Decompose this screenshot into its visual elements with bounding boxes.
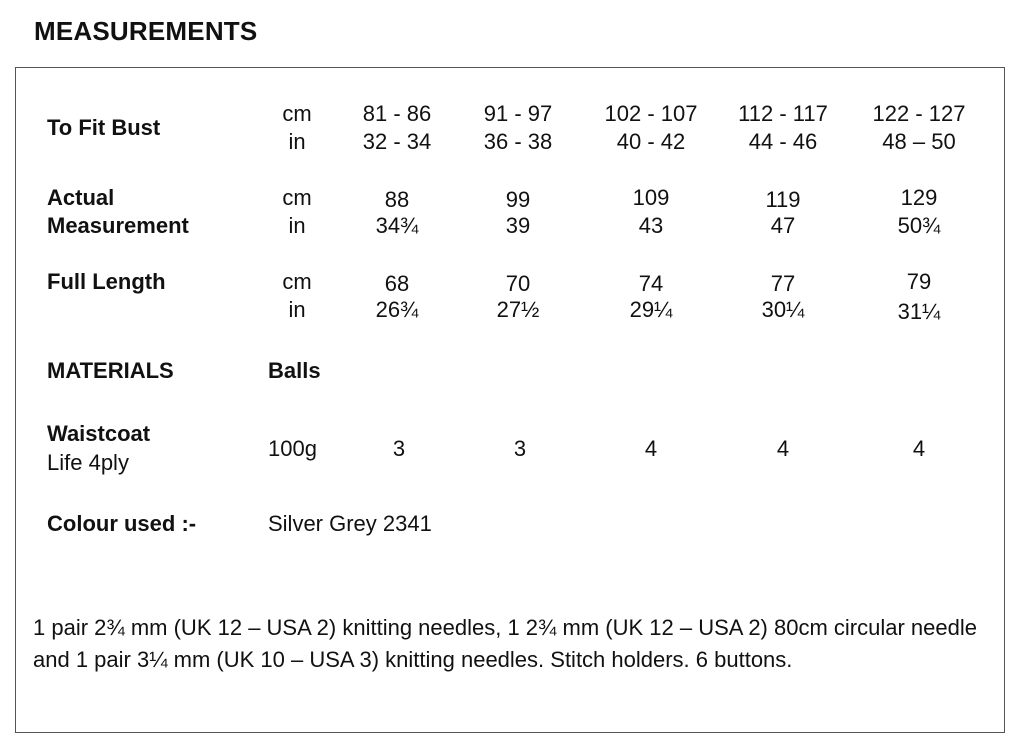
bust-label: To Fit Bust bbox=[47, 115, 161, 140]
yarn-name: Life 4ply bbox=[47, 450, 129, 475]
length-unit-cm: cm bbox=[282, 269, 312, 294]
actual-cm-size-2: 99 bbox=[505, 187, 531, 212]
bust-cm-size-1: 81 - 86 bbox=[362, 101, 432, 126]
actual-in-size-5: 50¾ bbox=[897, 213, 941, 238]
length-in-size-4: 30¼ bbox=[761, 297, 805, 322]
bust-cm-size-4: 112 - 117 bbox=[738, 101, 828, 126]
page-title: MEASUREMENTS bbox=[34, 16, 258, 46]
length-in-size-1: 26¾ bbox=[375, 297, 419, 322]
bust-in-size-1: 32 - 34 bbox=[362, 129, 432, 154]
ball-weight: 100g bbox=[268, 436, 317, 461]
colour-value: Silver Grey 2341 bbox=[268, 511, 432, 536]
bust-cm-size-5: 122 - 127 bbox=[872, 101, 966, 126]
balls-label: Balls bbox=[268, 358, 321, 383]
bust-cm-size-3: 102 - 107 bbox=[604, 101, 698, 126]
balls-size-1: 3 bbox=[392, 436, 406, 461]
colour-label: Colour used :- bbox=[47, 511, 197, 536]
materials-label: MATERIALS bbox=[47, 358, 174, 383]
needles-note: 1 pair 2¾ mm (UK 12 – USA 2) knitting needles, 1 2¾ mm (UK 12 – USA 2) 80cm circular needle and 1 pair 3¼ mm (UK 10 – USA 3) knitting needles. Stitch holders. 6 buttons. bbox=[33, 615, 977, 672]
bust-cm-size-2: 91 - 97 bbox=[483, 101, 553, 126]
length-cm-size-3: 74 bbox=[638, 271, 664, 296]
actual-cm-size-5: 129 bbox=[900, 185, 938, 210]
actual-label-line1: Actual bbox=[47, 185, 115, 210]
bust-in-size-2: 36 - 38 bbox=[483, 129, 553, 154]
actual-cm-size-1: 88 bbox=[384, 187, 410, 212]
balls-size-5: 4 bbox=[912, 436, 926, 461]
balls-size-4: 4 bbox=[776, 436, 790, 461]
bust-in-size-4: 44 - 46 bbox=[748, 129, 818, 154]
bust-unit-cm: cm bbox=[282, 101, 312, 126]
bust-unit-in: in bbox=[288, 129, 306, 154]
length-cm-size-2: 70 bbox=[505, 271, 531, 296]
length-unit-in: in bbox=[288, 297, 306, 322]
length-label: Full Length bbox=[47, 269, 166, 294]
actual-in-size-2: 39 bbox=[505, 213, 531, 238]
actual-unit-in: in bbox=[288, 213, 306, 238]
actual-unit-cm: cm bbox=[282, 185, 312, 210]
actual-cm-size-4: 119 bbox=[765, 187, 801, 212]
length-in-size-3: 29¼ bbox=[629, 297, 673, 322]
length-cm-size-5: 79 bbox=[906, 269, 932, 294]
actual-label-line2: Measurement bbox=[47, 213, 189, 238]
bust-in-size-5: 48 – 50 bbox=[882, 129, 956, 154]
bust-in-size-3: 40 - 42 bbox=[616, 129, 686, 154]
actual-in-size-1: 34¾ bbox=[375, 213, 419, 238]
length-in-size-5: 31¼ bbox=[897, 299, 941, 324]
actual-in-size-4: 47 bbox=[770, 213, 796, 238]
item-name: Waistcoat bbox=[47, 421, 151, 446]
actual-cm-size-3: 109 bbox=[632, 185, 670, 210]
length-in-size-2: 27½ bbox=[496, 297, 540, 322]
actual-in-size-3: 43 bbox=[638, 213, 664, 238]
balls-size-2: 3 bbox=[513, 436, 527, 461]
balls-size-3: 4 bbox=[644, 436, 658, 461]
length-cm-size-4: 77 bbox=[770, 271, 796, 296]
length-cm-size-1: 68 bbox=[384, 271, 410, 296]
